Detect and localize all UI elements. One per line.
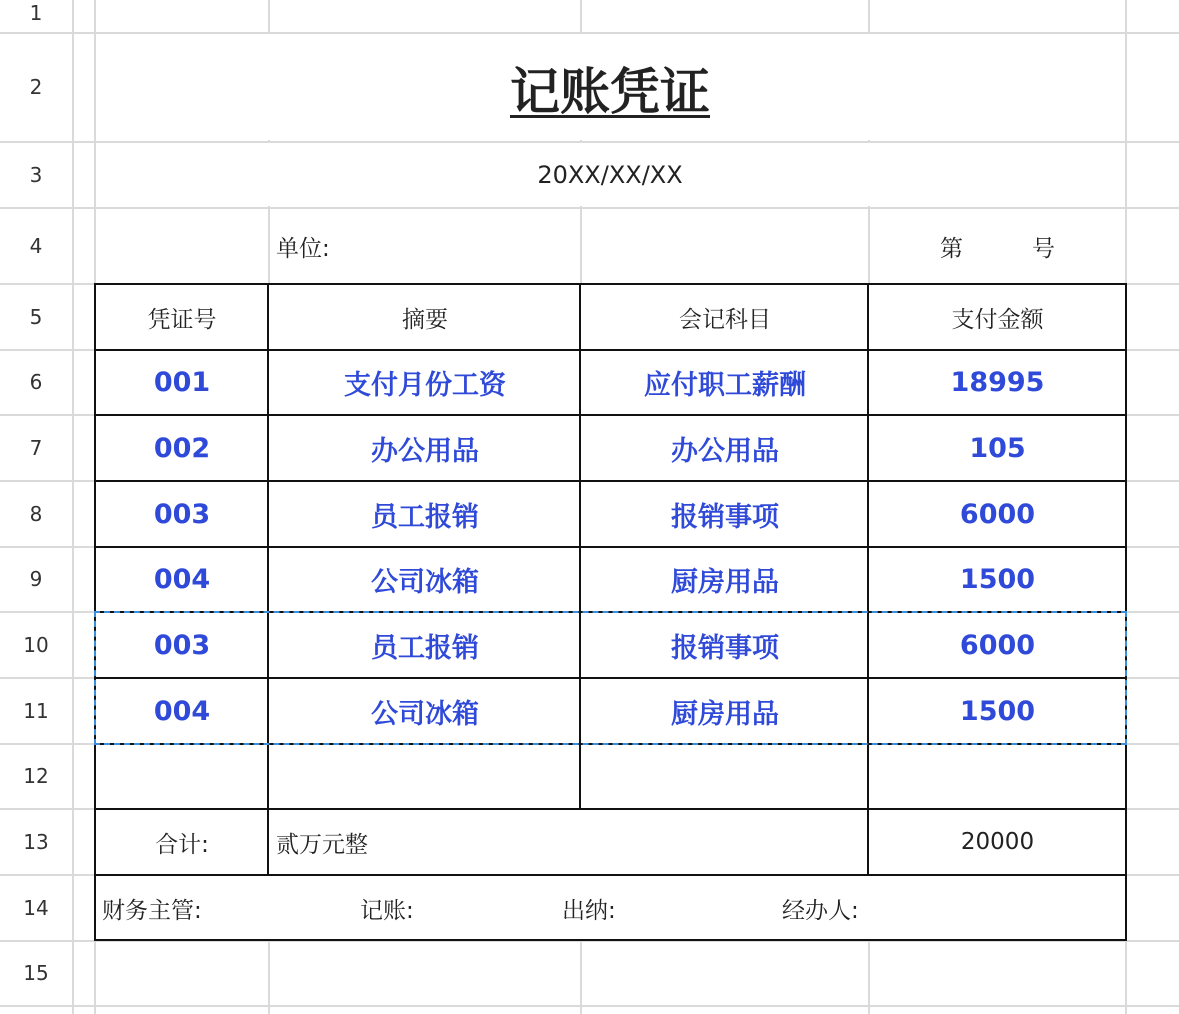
cell-voucher-no[interactable]: 003	[153, 498, 211, 530]
border-line	[94, 414, 1127, 416]
row-number[interactable]: 14	[23, 896, 49, 920]
row-number[interactable]: 6	[29, 370, 43, 394]
row-number[interactable]: 13	[23, 830, 49, 854]
border-line	[94, 874, 1127, 876]
cell-summary[interactable]: 员工报销	[371, 632, 479, 664]
cell-account[interactable]: 报销事项	[671, 501, 779, 533]
border-line	[94, 611, 1127, 613]
cell-summary[interactable]: 公司冰箱	[371, 567, 479, 598]
cell-amount[interactable]: 105	[969, 432, 1026, 464]
row-number[interactable]: 1	[29, 1, 43, 25]
cell-voucher-no[interactable]: 001	[153, 367, 211, 398]
cell-summary[interactable]: 支付月份工资	[344, 370, 506, 401]
border-line	[1125, 283, 1127, 941]
cell-account[interactable]: 厨房用品	[671, 567, 779, 598]
border-line	[267, 283, 269, 876]
header-amount[interactable]: 支付金额	[951, 306, 1044, 333]
cell-amount[interactable]: 6000	[959, 629, 1036, 661]
row-number[interactable]: 3	[29, 163, 43, 187]
row-number[interactable]: 4	[29, 234, 43, 258]
cell-account[interactable]: 厨房用品	[671, 698, 779, 730]
cell-account[interactable]: 报销事项	[671, 632, 779, 664]
cell-account[interactable]: 办公用品	[671, 435, 779, 467]
row-number[interactable]: 11	[23, 699, 49, 723]
header-account[interactable]: 会记科目	[679, 306, 771, 333]
cell-voucher-no[interactable]: 003	[153, 629, 211, 661]
empty-cell[interactable]	[870, 745, 1125, 808]
cell-voucher-no[interactable]: 002	[153, 432, 211, 464]
border-line	[94, 939, 1127, 941]
empty-cell[interactable]	[96, 745, 268, 808]
cell-amount[interactable]: 18995	[950, 367, 1045, 398]
border-line	[579, 283, 581, 810]
row-number[interactable]: 15	[23, 961, 49, 985]
row-number[interactable]: 8	[29, 502, 43, 526]
cell-summary[interactable]: 员工报销	[371, 501, 479, 533]
header-voucher-no[interactable]: 凭证号	[147, 306, 217, 333]
cell-summary[interactable]: 公司冰箱	[371, 698, 479, 730]
row-number[interactable]: 2	[29, 75, 43, 99]
empty-cell[interactable]	[582, 745, 868, 808]
row-number[interactable]: 12	[23, 764, 49, 788]
border-line	[94, 349, 1127, 351]
cell-voucher-no[interactable]: 004	[153, 695, 211, 727]
cell-amount[interactable]: 1500	[959, 564, 1036, 595]
cell-amount[interactable]: 1500	[959, 695, 1036, 727]
number-label-last: 号	[1032, 235, 1055, 262]
cell-amount[interactable]: 6000	[959, 498, 1036, 530]
unit-label[interactable]: 单位:	[276, 235, 330, 262]
cell-summary[interactable]: 办公用品	[371, 435, 479, 467]
border-line	[94, 808, 1127, 810]
total-label[interactable]: 合计:	[155, 831, 209, 858]
handler-label[interactable]: 经办人:	[782, 897, 859, 924]
border-line	[94, 283, 96, 941]
finance-supervisor-label[interactable]: 财务主管:	[102, 897, 202, 924]
border-line	[867, 283, 869, 876]
empty-cell[interactable]	[270, 745, 580, 808]
gridline	[72, 0, 74, 1014]
border-line	[94, 283, 1127, 285]
gridline	[0, 1005, 1179, 1007]
bookkeeper-label[interactable]: 记账:	[360, 897, 414, 924]
header-summary[interactable]: 摘要	[402, 306, 448, 333]
voucher-date[interactable]: 20XX/XX/XX	[537, 161, 683, 189]
total-amount[interactable]: 20000	[960, 829, 1035, 855]
voucher-title[interactable]: 记账凭证	[510, 62, 710, 121]
row-number[interactable]: 9	[29, 567, 43, 591]
border-line	[94, 546, 1127, 548]
border-line	[94, 743, 1127, 745]
cell-account[interactable]: 应付职工薪酬	[644, 370, 806, 401]
row-number[interactable]: 7	[29, 436, 43, 460]
row-number[interactable]: 5	[29, 305, 43, 329]
row-number[interactable]: 10	[23, 633, 49, 657]
number-label-first: 第	[940, 235, 963, 262]
cell-voucher-no[interactable]: 004	[153, 564, 211, 595]
border-line	[94, 480, 1127, 482]
border-line	[94, 677, 1127, 679]
voucher-number-cell[interactable]	[870, 209, 1125, 283]
total-amount-in-words[interactable]: 贰万元整	[276, 831, 368, 858]
cashier-label[interactable]: 出纳:	[562, 897, 616, 924]
